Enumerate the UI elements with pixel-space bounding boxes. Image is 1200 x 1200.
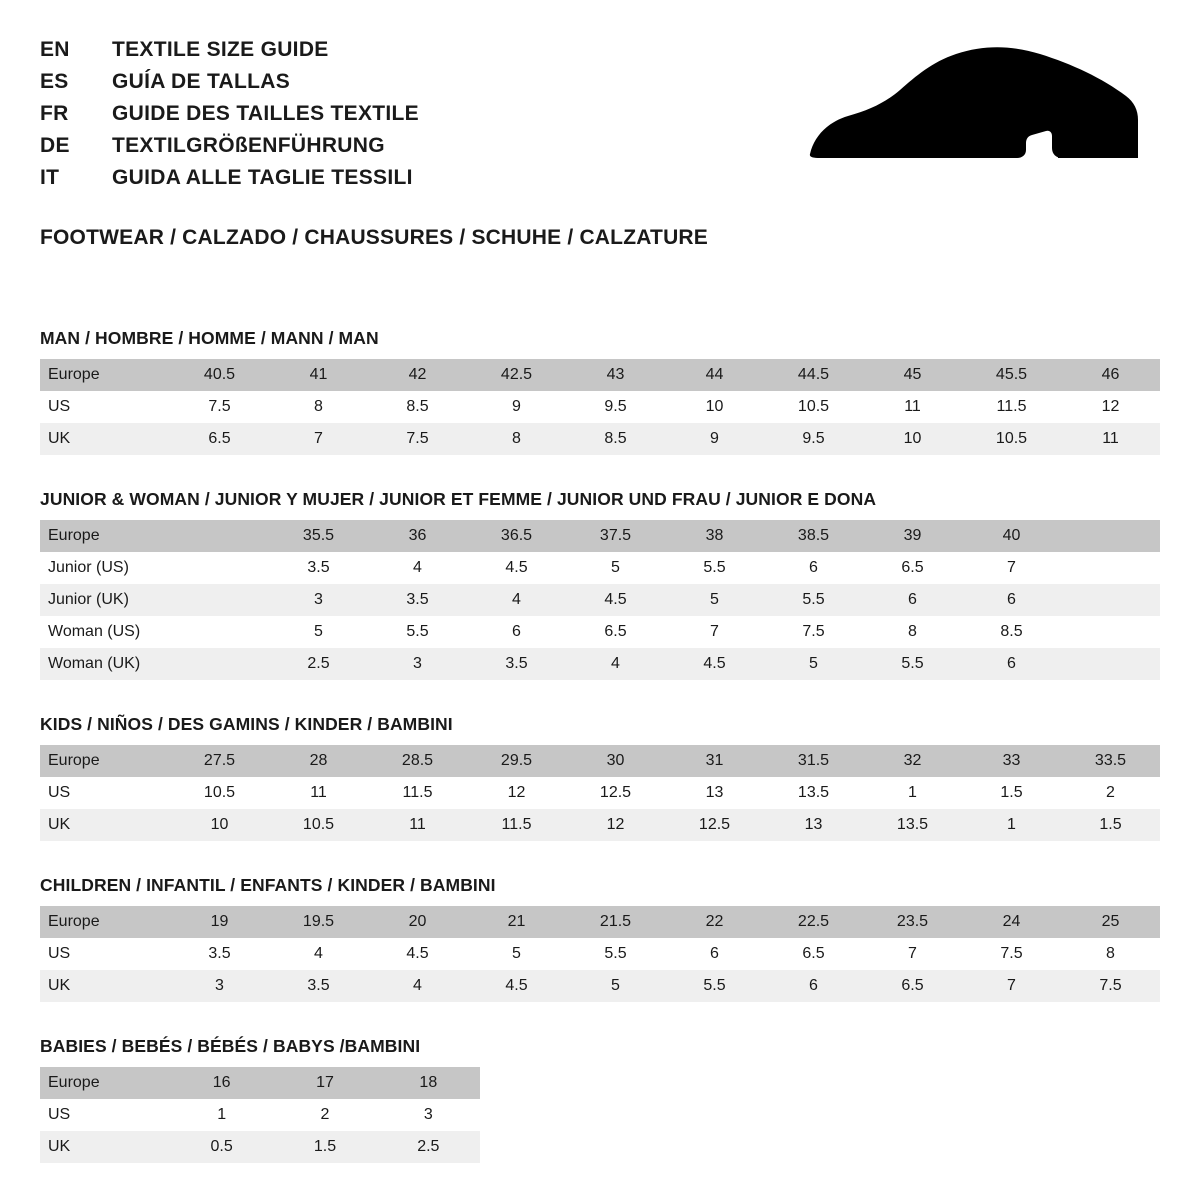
section-title: BABIES / BEBÉS / BÉBÉS / BABYS /BAMBINI xyxy=(40,1036,421,1056)
cell: 4.5 xyxy=(566,584,665,616)
cell: 1.5 xyxy=(273,1131,376,1163)
cell: 31 xyxy=(665,745,764,777)
cell: 13 xyxy=(764,809,863,841)
cell: 42 xyxy=(368,359,467,391)
cell: 10 xyxy=(665,391,764,423)
cell: 6 xyxy=(962,648,1061,680)
cell: 4 xyxy=(368,552,467,584)
cell: 28.5 xyxy=(368,745,467,777)
cell: 5.5 xyxy=(566,938,665,970)
cell: 10 xyxy=(863,423,962,455)
cell: 9.5 xyxy=(566,391,665,423)
cell: 4.5 xyxy=(368,938,467,970)
cell: 37.5 xyxy=(566,520,665,552)
cell: 32 xyxy=(863,745,962,777)
category-title: FOOTWEAR / CALZADO / CHAUSSURES / SCHUHE / CALZATURE xyxy=(40,226,709,249)
table-row xyxy=(40,552,1160,584)
cell: 6 xyxy=(764,970,863,1002)
cell: 46 xyxy=(1061,359,1160,391)
language-title: TEXTILGRÖßENFÜHRUNG xyxy=(112,134,385,157)
cell: 31.5 xyxy=(764,745,863,777)
language-row xyxy=(40,134,419,158)
cell xyxy=(1061,616,1160,648)
cell: 5.5 xyxy=(665,970,764,1002)
cell: 35.5 xyxy=(269,520,368,552)
cell: 7 xyxy=(665,616,764,648)
cell: 3 xyxy=(170,970,269,1002)
cell: 17 xyxy=(273,1067,376,1099)
row-label: Junior (UK) xyxy=(40,584,170,616)
language-code: ES xyxy=(40,70,69,93)
cell: 8.5 xyxy=(566,423,665,455)
cell: 5.5 xyxy=(368,616,467,648)
cell xyxy=(1061,648,1160,680)
cell: 6.5 xyxy=(764,938,863,970)
cell: 5 xyxy=(566,970,665,1002)
language-code: FR xyxy=(40,102,69,125)
table-row xyxy=(40,970,1160,1002)
row-label: Junior (US) xyxy=(40,552,170,584)
language-code: IT xyxy=(40,166,60,189)
language-title: GUIDE DES TAILLES TEXTILE xyxy=(112,102,419,125)
cell: 4 xyxy=(467,584,566,616)
cell: 36.5 xyxy=(467,520,566,552)
cell: 10.5 xyxy=(269,809,368,841)
cell xyxy=(170,584,269,616)
cell: 21.5 xyxy=(566,906,665,938)
cell xyxy=(170,552,269,584)
row-label: UK xyxy=(40,809,170,841)
table-row xyxy=(40,616,1160,648)
section-man xyxy=(40,328,1160,455)
size-table-man xyxy=(40,359,1160,455)
cell: 6 xyxy=(467,616,566,648)
cell: 5 xyxy=(566,552,665,584)
cell: 10.5 xyxy=(764,391,863,423)
cell: 11.5 xyxy=(467,809,566,841)
cell: 38 xyxy=(665,520,764,552)
cell: 13.5 xyxy=(764,777,863,809)
cell: 27.5 xyxy=(170,745,269,777)
size-table-kids xyxy=(40,745,1160,841)
row-label: Europe xyxy=(40,359,170,391)
cell: 44.5 xyxy=(764,359,863,391)
cell xyxy=(170,616,269,648)
cell: 5.5 xyxy=(863,648,962,680)
section-kids xyxy=(40,714,1160,841)
cell: 16 xyxy=(170,1067,273,1099)
cell: 10 xyxy=(170,809,269,841)
cell: 2 xyxy=(273,1099,376,1131)
cell: 45.5 xyxy=(962,359,1061,391)
cell: 7.5 xyxy=(170,391,269,423)
cell: 10.5 xyxy=(962,423,1061,455)
table-row xyxy=(40,777,1160,809)
cell: 3 xyxy=(377,1099,480,1131)
table-row xyxy=(40,745,1160,777)
row-label: Europe xyxy=(40,745,170,777)
cell: 1.5 xyxy=(1061,809,1160,841)
table-row xyxy=(40,809,1160,841)
cell xyxy=(170,520,269,552)
size-table-junior-woman xyxy=(40,520,1160,680)
cell: 33.5 xyxy=(1061,745,1160,777)
cell: 41 xyxy=(269,359,368,391)
cell: 9.5 xyxy=(764,423,863,455)
cell: 11 xyxy=(269,777,368,809)
cell: 30 xyxy=(566,745,665,777)
language-code: EN xyxy=(40,38,70,61)
cell: 3.5 xyxy=(467,648,566,680)
cell: 40.5 xyxy=(170,359,269,391)
cell: 2.5 xyxy=(377,1131,480,1163)
row-label: Europe xyxy=(40,1067,170,1099)
cell: 0.5 xyxy=(170,1131,273,1163)
cell: 7 xyxy=(962,970,1061,1002)
cell: 43 xyxy=(566,359,665,391)
cell: 10.5 xyxy=(170,777,269,809)
section-title: JUNIOR & WOMAN / JUNIOR Y MUJER / JUNIOR ET FEMME / JUNIOR UND FRAU / JUNIOR E DONA xyxy=(40,489,877,509)
language-title-list xyxy=(40,34,419,190)
cell: 21 xyxy=(467,906,566,938)
cell: 6.5 xyxy=(863,970,962,1002)
row-label: UK xyxy=(40,423,170,455)
row-label: US xyxy=(40,777,170,809)
cell: 7.5 xyxy=(764,616,863,648)
cell: 23.5 xyxy=(863,906,962,938)
row-label: US xyxy=(40,1099,170,1131)
cell xyxy=(1061,520,1160,552)
cell: 12.5 xyxy=(566,777,665,809)
table-row xyxy=(40,520,1160,552)
cell: 18 xyxy=(377,1067,480,1099)
cell: 1 xyxy=(170,1099,273,1131)
section-title: CHILDREN / INFANTIL / ENFANTS / KINDER / BAMBINI xyxy=(40,875,496,895)
language-row xyxy=(40,38,419,62)
section-title: KIDS / NIÑOS / DES GAMINS / KINDER / BAMBINI xyxy=(40,714,453,734)
table-row xyxy=(40,938,1160,970)
cell: 12 xyxy=(566,809,665,841)
cell: 19 xyxy=(170,906,269,938)
cell: 5 xyxy=(269,616,368,648)
cell: 4.5 xyxy=(665,648,764,680)
row-label: US xyxy=(40,938,170,970)
row-label: US xyxy=(40,391,170,423)
row-label: UK xyxy=(40,970,170,1002)
cell: 11.5 xyxy=(962,391,1061,423)
cell: 20 xyxy=(368,906,467,938)
cell: 3.5 xyxy=(368,584,467,616)
cell: 8.5 xyxy=(962,616,1061,648)
language-title: GUIDA ALLE TAGLIE TESSILI xyxy=(112,166,413,189)
size-table-babies xyxy=(40,1067,480,1163)
section-title: MAN / HOMBRE / HOMME / MANN / MAN xyxy=(40,328,379,348)
row-label: Woman (US) xyxy=(40,616,170,648)
size-table-children xyxy=(40,906,1160,1002)
cell: 1 xyxy=(962,809,1061,841)
cell: 8 xyxy=(1061,938,1160,970)
cell: 3 xyxy=(368,648,467,680)
cell: 22 xyxy=(665,906,764,938)
section-babies xyxy=(40,1036,1160,1163)
table-row xyxy=(40,391,1160,423)
cell: 8 xyxy=(863,616,962,648)
cell: 24 xyxy=(962,906,1061,938)
cell: 6.5 xyxy=(863,552,962,584)
cell: 2.5 xyxy=(269,648,368,680)
cell: 6 xyxy=(962,584,1061,616)
language-title: TEXTILE SIZE GUIDE xyxy=(112,38,329,61)
cell: 12.5 xyxy=(665,809,764,841)
page-header xyxy=(40,34,1160,190)
cell: 6.5 xyxy=(566,616,665,648)
cell: 1 xyxy=(863,777,962,809)
cell: 7.5 xyxy=(962,938,1061,970)
cell: 11 xyxy=(1061,423,1160,455)
cell: 1.5 xyxy=(962,777,1061,809)
cell: 5 xyxy=(467,938,566,970)
cell: 22.5 xyxy=(764,906,863,938)
cell: 5 xyxy=(665,584,764,616)
cell: 3.5 xyxy=(269,552,368,584)
cell xyxy=(170,648,269,680)
cell: 28 xyxy=(269,745,368,777)
language-title: GUÍA DE TALLAS xyxy=(112,70,291,93)
cell: 8 xyxy=(269,391,368,423)
language-row xyxy=(40,102,419,126)
language-row xyxy=(40,166,419,190)
cell: 36 xyxy=(368,520,467,552)
row-label: Woman (UK) xyxy=(40,648,170,680)
cell: 5.5 xyxy=(665,552,764,584)
cell: 7.5 xyxy=(368,423,467,455)
row-label: Europe xyxy=(40,520,170,552)
table-row xyxy=(40,423,1160,455)
table-row xyxy=(40,584,1160,616)
section-children xyxy=(40,875,1160,1002)
cell: 6 xyxy=(764,552,863,584)
cell: 29.5 xyxy=(467,745,566,777)
table-row xyxy=(40,359,1160,391)
cell: 40 xyxy=(962,520,1061,552)
cell: 9 xyxy=(467,391,566,423)
cell: 3.5 xyxy=(170,938,269,970)
row-label: UK xyxy=(40,1131,170,1163)
cell: 7 xyxy=(863,938,962,970)
cell: 11 xyxy=(368,809,467,841)
cell xyxy=(1061,584,1160,616)
cell: 13 xyxy=(665,777,764,809)
cell: 7.5 xyxy=(1061,970,1160,1002)
cell: 13.5 xyxy=(863,809,962,841)
cell: 11.5 xyxy=(368,777,467,809)
cell: 4 xyxy=(269,938,368,970)
table-row xyxy=(40,1131,480,1163)
cell: 11 xyxy=(863,391,962,423)
table-row xyxy=(40,1099,480,1131)
cell: 12 xyxy=(467,777,566,809)
cell xyxy=(1061,552,1160,584)
cell: 4.5 xyxy=(467,970,566,1002)
cell: 19.5 xyxy=(269,906,368,938)
cell: 7 xyxy=(269,423,368,455)
cell: 8 xyxy=(467,423,566,455)
cell: 39 xyxy=(863,520,962,552)
table-row xyxy=(40,648,1160,680)
row-label: Europe xyxy=(40,906,170,938)
language-row xyxy=(40,70,419,94)
cell: 12 xyxy=(1061,391,1160,423)
cell: 42.5 xyxy=(467,359,566,391)
cell: 45 xyxy=(863,359,962,391)
cell: 4.5 xyxy=(467,552,566,584)
cell: 8.5 xyxy=(368,391,467,423)
cell: 4 xyxy=(566,648,665,680)
cell: 38.5 xyxy=(764,520,863,552)
cell: 9 xyxy=(665,423,764,455)
cell: 6 xyxy=(665,938,764,970)
section-junior-woman xyxy=(40,489,1160,680)
cell: 2 xyxy=(1061,777,1160,809)
cell: 6.5 xyxy=(170,423,269,455)
cell: 6 xyxy=(863,584,962,616)
cell: 33 xyxy=(962,745,1061,777)
cell: 5.5 xyxy=(764,584,863,616)
cell: 5 xyxy=(764,648,863,680)
table-row xyxy=(40,1067,480,1099)
cell: 44 xyxy=(665,359,764,391)
table-row xyxy=(40,906,1160,938)
cell: 3 xyxy=(269,584,368,616)
cell: 4 xyxy=(368,970,467,1002)
cell: 7 xyxy=(962,552,1061,584)
cell: 3.5 xyxy=(269,970,368,1002)
language-code: DE xyxy=(40,134,70,157)
dress-shoe-icon xyxy=(800,34,1160,174)
cell: 25 xyxy=(1061,906,1160,938)
